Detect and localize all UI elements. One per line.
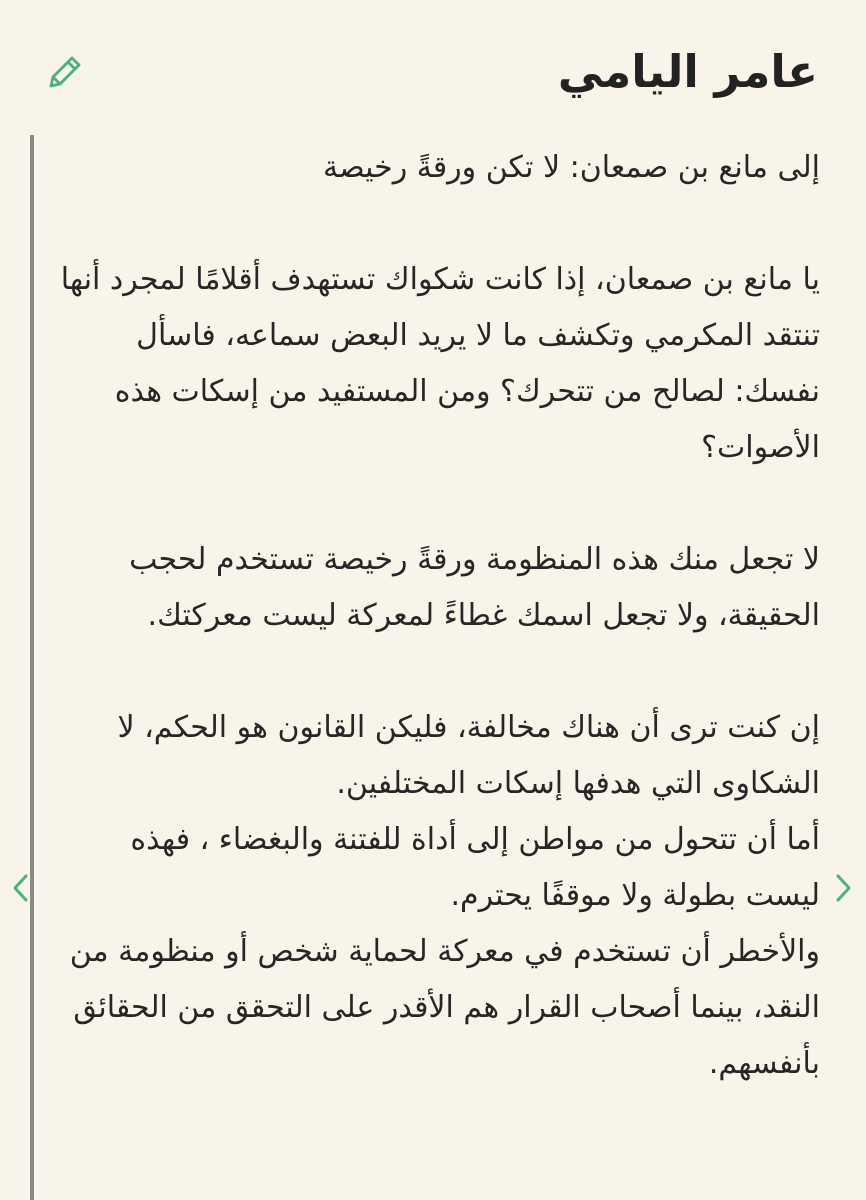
paragraph-1: يا مانع بن صمعان، إذا كانت شكواك تستهدف أقلامًا لمجرد أنها تنتقد المكرمي وتكشف ما لا يريد البعض سماعه، فاسأل نفسك: لصالح من تتحرك؟ ومن المستفيد من إسكات هذه الأصوات؟ — [60, 262, 820, 465]
next-page-button[interactable] — [828, 868, 858, 908]
paragraph-gap — [56, 644, 820, 700]
paragraph-3-line-1: إن كنت ترى أن هناك مخالفة، فليكن القانون هو الحكم، لا الشكاوى التي هدفها إسكات المختلفين. — [117, 710, 820, 801]
paragraph-gap — [56, 476, 820, 532]
chevron-right-icon — [828, 868, 858, 908]
chevron-left-icon — [6, 868, 36, 908]
paragraph-3-line-3: والأخطر أن تستخدم في معركة لحماية شخص أو منظومة من النقد، بينما أصحاب القرار هم الأقدر على التحقق من الحقائق بأنفسهم. — [69, 934, 820, 1081]
note-title: إلى مانع بن صمعان: لا تكن ورقةً رخيصة — [323, 150, 820, 185]
previous-page-button[interactable] — [6, 868, 36, 908]
author-name: عامر اليامي — [557, 45, 818, 98]
paragraph-3-line-2: أما أن تتحول من مواطن إلى أداة للفتنة والبغضاء ، فهذه ليست بطولة ولا موقفًا يحترم. — [130, 822, 820, 913]
pencil-icon — [42, 50, 86, 94]
paragraph-2: لا تجعل منك هذه المنظومة ورقةً رخيصة تستخدم لحجب الحقيقة، ولا تجعل اسمك غطاءً لمعركة ليست معركتك. — [129, 542, 820, 633]
quote-bar — [30, 135, 34, 1200]
paragraph-gap — [56, 196, 820, 252]
note-body — [56, 140, 820, 1092]
edit-button[interactable] — [42, 50, 86, 94]
